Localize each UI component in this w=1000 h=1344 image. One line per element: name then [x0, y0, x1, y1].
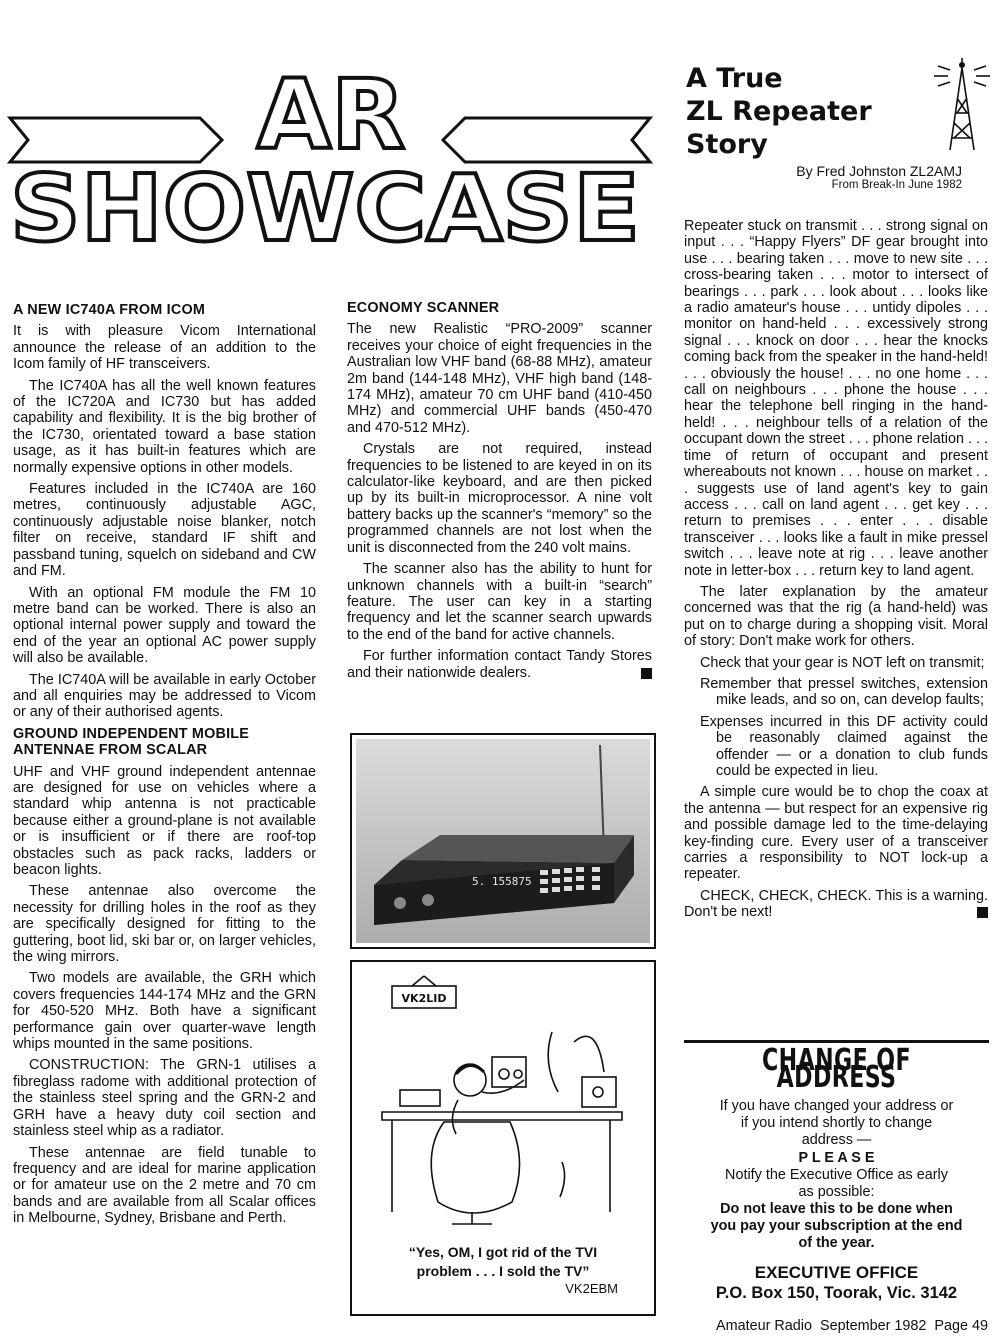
- coa-office: EXECUTIVE OFFICE: [754, 1263, 919, 1282]
- title-line-1: A True: [686, 63, 783, 94]
- scanner-para: Crystals are not required, instead frequencies to be listened to are keyed in on its calculator-like keyboard, and are then picked up by its built-in microprocessor. A nine volt battery backs up the scanner's “memory” so the programmed channels are not lost when the unit is disconnected from the 240 volt mains.: [347, 441, 652, 556]
- ic740-para: The IC740A has all the well known features of the IC720A and IC730 but has added capability and flexibility. It is the big brother of the IC730, orientated toward a base station usage, as it has built-in features which are normally expensive options in other models.: [13, 377, 316, 476]
- right-column: [684, 218, 988, 926]
- coa-line: if you intend shortly to change: [740, 1115, 933, 1131]
- coa-line: address —: [801, 1132, 872, 1148]
- scanner-heading: ECONOMY SCANNER: [347, 300, 500, 316]
- ground-para: Two models are available, the GRH which covers frequencies 144-174 MHz and the GRN for 450-520 MHz. Both have a significant performance gain over quarter-wave length whips mounted in the same positions.: [13, 970, 316, 1053]
- story-para: [684, 888, 988, 921]
- cartoon-credit: VK2EBM: [565, 1281, 618, 1296]
- middle-column: [347, 298, 652, 686]
- coa-please: P L E A S E: [798, 1150, 875, 1166]
- story-para: A simple cure would be to chop the coax at the antenna — but respect for an expensive rig and possible damage led to the time-delaying key-finding cure. Every user of a transceiver carries a responsibility to NOT lock-up a repeater.: [684, 784, 988, 883]
- coa-line: Do not leave this to be done when: [720, 1201, 953, 1217]
- radio-tower-icon: [930, 58, 994, 154]
- byline: [700, 163, 962, 192]
- left-column: [13, 300, 316, 1232]
- masthead-line2: SHOWCASE: [10, 155, 640, 260]
- cartoon-panel: [350, 960, 656, 1316]
- coa-notify: [684, 1167, 989, 1201]
- coa-bold-note: [684, 1201, 989, 1252]
- coa-line: If you have changed your address or: [719, 1098, 954, 1114]
- ground-para: UHF and VHF ground independent antennae are designed for use on vehicles where a standard whip antenna is not practicable because either a ground-plane is not available or is insufficient or if there are roof-top obstacles such as pack racks, ladders or beacon lights.: [13, 763, 316, 878]
- source-note: From Break-In June 1982: [831, 179, 962, 191]
- ic740-para: The IC740A will be available in early October and all enquiries may be addressed to Vicom or any of their authorised agents.: [13, 671, 316, 721]
- story-bullet: Expenses incurred in this DF activity could be reasonably claimed against the offender — or a donation to club funds could be expected in lieu.: [700, 713, 988, 779]
- cartoon-caption-line1: “Yes, OM, I got rid of the TVI: [408, 1244, 598, 1260]
- coa-address: P.O. Box 150, Toorak, Vic. 3142: [715, 1284, 958, 1302]
- ground-para: These antennae are field tunable to frequency and are ideal for marine application or for amateur use on the 2 metre and 70 cm bands and are available from all Scalar offices in Melbourne, Sydney, Brisbane and Perth.: [13, 1144, 316, 1227]
- ic740-heading: A NEW IC740A FROM ICOM: [13, 302, 206, 318]
- change-of-address-box: [684, 1043, 989, 1304]
- masthead-line1: AR: [256, 60, 406, 171]
- scanner-para: [347, 648, 652, 681]
- end-mark-icon: [977, 907, 988, 918]
- scanner-para: The scanner also has the ability to hunt for unknown channels with a built-in “search” feature. The user can key in a starting frequency and let the scanner search upwards to the end of the band for active channels.: [347, 561, 652, 643]
- scanner-display-text: 5. 155875: [472, 875, 532, 888]
- coa-line: you pay your subscription at the end: [710, 1218, 963, 1234]
- ground-heading-line2: ANTENNAE FROM SCALAR: [13, 742, 208, 759]
- story-bullet: Check that your gear is NOT left on transmit;: [700, 654, 985, 671]
- masthead: [0, 60, 660, 260]
- masthead-graphic: [0, 60, 660, 260]
- cartoon-caption-line2: problem . . . I sold the TV”: [416, 1263, 590, 1279]
- page-footer: Amateur Radio September 1982 Page 49: [716, 1318, 988, 1334]
- coa-intro: [684, 1098, 989, 1149]
- title-line-3: Story: [686, 129, 768, 160]
- article-title: [686, 62, 936, 161]
- end-mark-icon: [641, 668, 652, 679]
- author: By Fred Johnston ZL2AMJ: [796, 163, 962, 179]
- cartoon-caption: [352, 1243, 654, 1281]
- coa-line: Notify the Executive Office as early: [725, 1167, 948, 1183]
- ground-heading-line1: GROUND INDEPENDENT MOBILE: [13, 725, 250, 742]
- scanner-contact: For further information contact Tandy Stores and their nationwide dealers.: [347, 648, 652, 681]
- ground-heading: [13, 726, 316, 759]
- ground-para: These antennae also overcome the necessity for drilling holes in the roof as they are specifically designed for fitting to the guttering, boot lid, ski bar or, on larger vehicles, the wing mirrors.: [13, 883, 316, 966]
- title-line-2: ZL Repeater: [686, 96, 872, 127]
- cartoon-sign: VK2LID: [401, 992, 447, 1005]
- coa-line: of the year.: [798, 1235, 875, 1251]
- coa-title: CHANGE OF ADDRESS: [761, 1043, 912, 1095]
- scanner-photo: [350, 733, 656, 949]
- ic740-para: Features included in the IC740A are 160 metres, continuously adjustable AGC, continuously adjustable noise blanker, notch filter on receive, standard IF shift and passband tuning, squelch on sideband and CW and FM.: [13, 481, 316, 580]
- ic740-para: With an optional FM module the FM 10 metre band can be worked. There is also an optional internal power supply and toward the end of the year an optional AC power supply will also be available.: [13, 584, 316, 667]
- story-para: The later explanation by the amateur concerned was that the rig (a hand-held) was put on to charge during a shopping visit. Moral of story: Don't make work for others.: [684, 583, 988, 650]
- ic740-para: It is with pleasure Vicom International announce the release of an addition to the Icom family of HF transceivers.: [13, 323, 316, 373]
- cartoon-drawing: [352, 962, 654, 1232]
- scanner-para: The new Realistic “PRO-2009” scanner receives your choice of eight frequencies in the Australian low VHF band (68-88 MHz), amateur 2m band (144-148 MHz), VHF high band (148-174 MHz), amateur 70 cm UHF band (410-450 MHz) and commercial UHF bands (450-470 and 470-512 MHz).: [347, 321, 652, 436]
- story-bullet: Remember that pressel switches, extension mike leads, and so on, can develop faults;: [700, 675, 988, 709]
- coa-line: as possible:: [798, 1184, 875, 1200]
- scanner-illustration: [352, 735, 654, 947]
- story-para: Repeater stuck on transmit . . . strong signal on input . . . “Happy Flyers” DF gear brought into use . . . bearing taken . . . move to new site . . . cross-bearing taken . . . motor to intersect of bearings . . . park . . . look about . . . looks like a radio amateur's house . . . untidy dipoles . . . monitor on hand-held . . . excessively strong signal . . . knock on door . . . hear the knocks coming back from the speaker in the hand-held! . . . obviously the house! . . . no one home . . . call on neighbours . . . phone the house . . . hear the telephone bell ringing in the hand-held! . . . neighbour tells of a relation of the occupant down the street . . . phone relation . . . time of return of occupant and present whereabouts not known . . . house on market . . . suggests use of land agent's key to gain access . . . call on land agent . . . get key . . . return to premises . . . enter . . . disable transceiver . . . looks like a fault in mike pressel switch . . . leave note at rig . . . leave another note in letter-box . . . return key to land agent.: [684, 218, 988, 579]
- story-warning: CHECK, CHECK, CHECK. This is a warning. Don't be next!: [684, 887, 988, 921]
- ground-para: CONSTRUCTION: The GRN-1 utilises a fibreglass radome with additional protection of the stainless steel spring and the GRN-2 and GRH have a heavy duty coil section and stainless steel whip as a radiator.: [13, 1057, 316, 1140]
